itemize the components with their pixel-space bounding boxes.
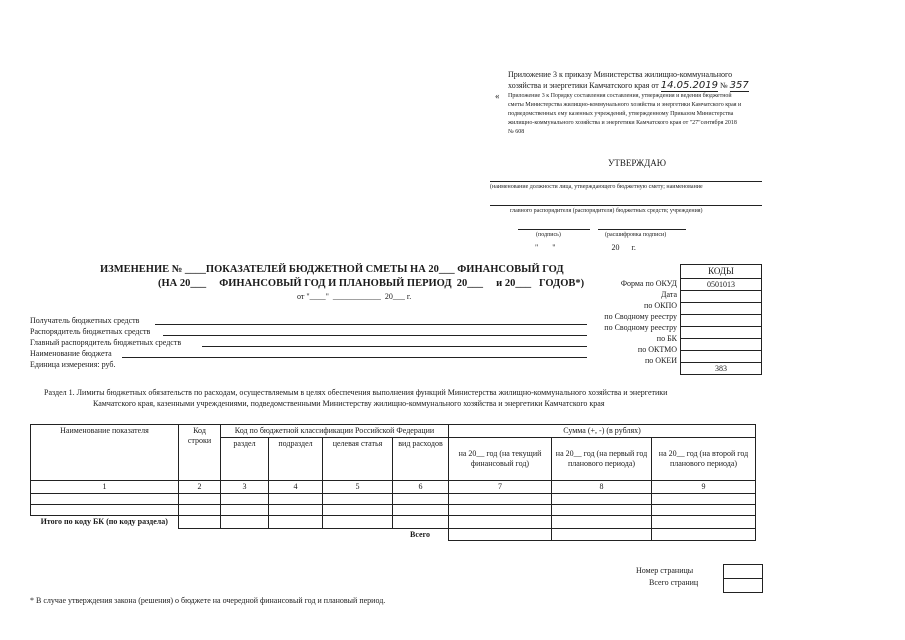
- table-cell[interactable]: [652, 516, 756, 529]
- header-subsection: подраздел: [269, 438, 323, 481]
- appendix-small-line: жилищно-коммунального хозяйства и энергетики Камчатского края от "27"сентября 2018: [508, 120, 737, 126]
- table-cell[interactable]: [393, 505, 449, 516]
- col-num: 4: [269, 481, 323, 494]
- code-date[interactable]: [680, 291, 762, 303]
- heading-date: от "____" ____________ 20___ г.: [297, 292, 412, 301]
- header-expense-type: вид расходов: [393, 438, 449, 481]
- col-num: 9: [652, 481, 756, 494]
- requisite-chief-manager: Главный распорядитель бюджетных средств: [30, 338, 182, 347]
- position-caption: (наименование должности лица, утверждающего бюджетную смету; наименование: [490, 184, 703, 190]
- requisite-unit: Единица измерения: руб.: [30, 360, 116, 369]
- code-okpo[interactable]: [680, 303, 762, 315]
- decode-caption: (расшифровка подписи): [605, 232, 667, 238]
- manager-line: [490, 205, 762, 206]
- code-label: по Сводному реестру: [604, 312, 677, 321]
- approve-title: УТВЕРЖДАЮ: [608, 158, 667, 168]
- table-cell[interactable]: [221, 516, 269, 529]
- table-row: [31, 494, 756, 505]
- codes-header: КОДЫ: [680, 264, 762, 279]
- header-name: Наименование показателя: [31, 425, 179, 481]
- appendix-small-line: сметы Министерства жилищно-коммунального хозяйства и энергетики Камчатского края и: [508, 102, 742, 108]
- appendix-small-text: [508, 92, 788, 137]
- approve-date: " " 20 г.: [535, 243, 636, 252]
- codes-box: [680, 264, 762, 375]
- requisite-budget-name: Наименование бюджета: [30, 349, 112, 358]
- table-cell[interactable]: [652, 505, 756, 516]
- code-registry-1[interactable]: [680, 315, 762, 327]
- col-num: 7: [449, 481, 552, 494]
- code-label: по Сводному реестру: [604, 323, 677, 332]
- col-num: 6: [393, 481, 449, 494]
- table-cell[interactable]: [269, 516, 323, 529]
- code-label: по ОКТМО: [637, 345, 677, 354]
- col-num: 2: [179, 481, 221, 494]
- table-cell[interactable]: [449, 516, 552, 529]
- code-okei[interactable]: 383: [680, 363, 762, 375]
- header-sum: Сумма (+, -) (в рублях): [449, 425, 756, 438]
- table-cell[interactable]: [449, 528, 552, 541]
- table-cell[interactable]: [552, 528, 652, 541]
- table-cell[interactable]: [179, 505, 221, 516]
- table-cell[interactable]: [552, 516, 652, 529]
- table-row: [31, 505, 756, 516]
- table-cell[interactable]: [269, 505, 323, 516]
- table-cell[interactable]: [552, 494, 652, 505]
- recipient-line[interactable]: [155, 324, 587, 325]
- table-cell[interactable]: [652, 528, 756, 541]
- appendix-line2: [508, 81, 749, 91]
- section-line2: Камчатского края, казенными учреждениями, подведомственными Министерству жилищно-коммунального хозяйства и энергетики Камчатского края: [93, 399, 605, 408]
- table-cell[interactable]: [179, 516, 221, 529]
- footnote: * В случае утверждения закона (решения) о бюджете на очередной финансовый год и плановый период.: [30, 596, 386, 605]
- header-target: целевая статья: [323, 438, 393, 481]
- header-bk: Код по бюджетной классификации Российской Федерации: [221, 425, 449, 438]
- table-cell[interactable]: [323, 516, 393, 529]
- code-label: по ОКПО: [644, 301, 677, 310]
- page-number-label: Номер страницы: [636, 566, 694, 575]
- position-line: [490, 181, 762, 182]
- page-number-field[interactable]: [724, 565, 763, 579]
- sign-line: [518, 229, 590, 230]
- col-num: 1: [31, 481, 179, 494]
- codes-labels: [560, 278, 677, 366]
- header-code: Код строки: [179, 425, 221, 481]
- code-label: Дата: [661, 290, 677, 299]
- appendix-small-line: подведомственных ему казенных учреждений, утвержденному Приказом Министерства: [508, 111, 734, 117]
- header-year3: на 20__ год (на второй год планового периода): [652, 438, 756, 481]
- code-registry-2[interactable]: [680, 327, 762, 339]
- requisite-recipient: Получатель бюджетных средств: [30, 316, 140, 325]
- table-cell[interactable]: [323, 505, 393, 516]
- table-cell[interactable]: [269, 494, 323, 505]
- code-oktmo[interactable]: [680, 351, 762, 363]
- total-pages-label: Всего страниц: [649, 578, 699, 587]
- col-num: 3: [221, 481, 269, 494]
- heading-line2: (НА 20___ ФИНАНСОВЫЙ ГОД И ПЛАНОВЫЙ ПЕРИОД 20___ и 20___ ГОДОВ*): [158, 278, 585, 289]
- heading-line1: ИЗМЕНЕНИЕ № ____ПОКАЗАТЕЛЕЙ БЮДЖЕТНОЙ СМЕТЫ НА 20___ ФИНАНСОВЫЙ ГОД: [100, 264, 564, 275]
- total-bk-row: [31, 516, 756, 529]
- table-cell[interactable]: [179, 494, 221, 505]
- table-cell[interactable]: [393, 494, 449, 505]
- header-year2: на 20__ год (на первый год планового периода): [552, 438, 652, 481]
- table-cell[interactable]: [449, 494, 552, 505]
- table-cell[interactable]: [393, 516, 449, 529]
- code-bk[interactable]: [680, 339, 762, 351]
- table-cell[interactable]: [221, 494, 269, 505]
- table-cell[interactable]: [221, 505, 269, 516]
- budget-name-line[interactable]: [122, 357, 587, 358]
- total-all-label: Всего: [410, 529, 430, 539]
- total-pages-field[interactable]: [724, 579, 763, 593]
- appendix-line1: Приложение 3 к приказу Министерства жилищно-коммунального: [508, 70, 733, 79]
- table-cell[interactable]: [449, 505, 552, 516]
- code-label: Форма по ОКУД: [620, 279, 677, 288]
- table-cell[interactable]: [552, 505, 652, 516]
- appendix-small-line: № 608: [508, 129, 525, 135]
- table-cell[interactable]: [31, 494, 179, 505]
- appendix-line2-prefix: хозяйства и энергетики Камчатского края от: [508, 81, 659, 90]
- code-label: по БК: [656, 334, 677, 343]
- table-cell[interactable]: [323, 494, 393, 505]
- table-cell[interactable]: [652, 494, 756, 505]
- chief-manager-line[interactable]: [202, 346, 587, 347]
- requisite-manager: Распорядитель бюджетных средств: [30, 327, 151, 336]
- col-num: 5: [323, 481, 393, 494]
- order-no: 357: [729, 80, 749, 91]
- table-cell[interactable]: [31, 505, 179, 516]
- pages-box: [723, 564, 763, 593]
- manager-line-field[interactable]: [163, 335, 587, 336]
- col-num: 8: [552, 481, 652, 494]
- order-no-label: №: [720, 81, 728, 90]
- total-bk-label: Итого по коду БК (по коду раздела): [31, 516, 179, 529]
- order-date: 14.05.2019: [660, 80, 718, 91]
- quote-mark: «: [495, 91, 500, 101]
- budget-table: [30, 424, 756, 541]
- code-label: по ОКЕИ: [644, 356, 677, 365]
- decode-line: [598, 229, 686, 230]
- sign-caption: (подпись): [536, 232, 561, 238]
- code-okud[interactable]: 0501013: [680, 279, 762, 291]
- section-line1: Раздел 1. Лимиты бюджетных обязательств по расходам, осуществляемым в целях обеспечения выполнения функций Министерства жилищно-коммунального хозяйства и энергетики: [44, 388, 668, 397]
- header-year1: на 20__ год (на текущий финансовый год): [449, 438, 552, 481]
- total-all-row: [31, 528, 756, 541]
- appendix-small-line: Приложение 3 к Порядку составления составления, утверждения и ведения бюджетной: [508, 93, 732, 99]
- manager-caption: главного распорядителя (распорядителя) бюджетных средств; учреждения): [510, 208, 703, 214]
- header-section: раздел: [221, 438, 269, 481]
